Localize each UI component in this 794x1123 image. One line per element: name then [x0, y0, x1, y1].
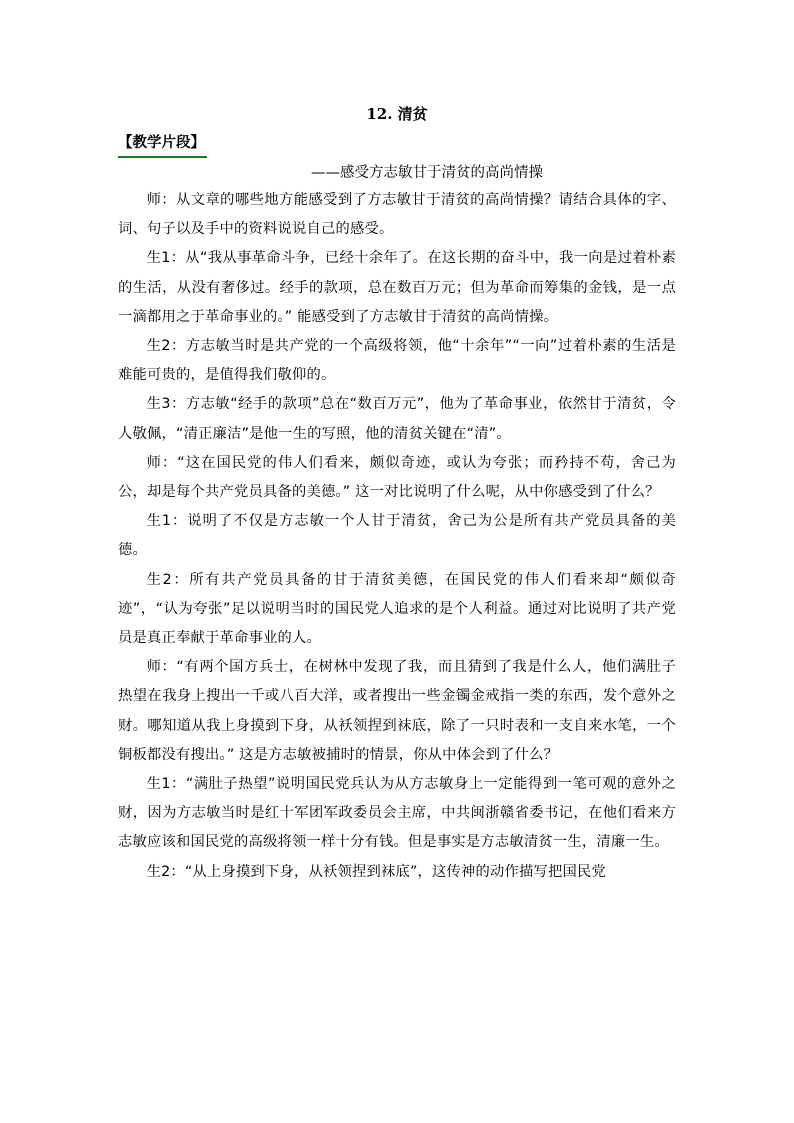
paragraph-7: 生2：所有共产党员具备的甘于清贫美德，在国民党的伟人们看来却“颇似奇迹”，“认为夸张”足以说明当时的国民党人追求的是个人利益。通过对比说明了共产党员是真正奉献于革命事业的人。 [118, 571, 676, 647]
section-label-wrap [118, 128, 676, 158]
paragraph-1: 师：从文章的哪些地方能感受到了方志敏甘于清贫的高尚情操？请结合具体的字、词、句子以及手中的资料说说自己的感受。 [118, 192, 676, 238]
section-label: 【教学片段】 [118, 130, 207, 158]
paragraph-6: 生1：说明了不仅是方志敏一个人甘于清贫，舍己为公是所有共产党员具备的美德。 [118, 513, 676, 559]
document-subtitle: ——感受方志敏甘于清贫的高尚情操 [311, 165, 543, 181]
paragraph-5: 师：“这在国民党的伟人们看来，颇似奇迹，或认为夸张；而矜持不苟，舍己为公，却是每个共产党员具备的美德。” 这一对比说明了什么呢，从中你感受到了什么？ [118, 454, 676, 501]
paragraph-2: 生1：从“我从事革命斗争，已经十余年了。在这长期的奋斗中，我一向是过着朴素的生活，从没有奢侈过。经手的款项，总在数百万元；但为革命而筹集的金钱，是一点一滴都用之于革命事业的。” 能感受到了方志敏甘于清贫的高尚情操。 [118, 250, 676, 325]
paragraph-3: 生2：方志敏当时是共产党的一个高级将领，他“十余年”“一向”过着朴素的生活是难能可贵的，是值得我们敬仰的。 [118, 338, 676, 384]
paragraph-9: 生1：“满肚子热望”说明国民党兵认为从方志敏身上一定能得到一笔可观的意外之财，因为方志敏当时是红十军团军政委员会主席，中共闽浙赣省委书记，在他们看来方志敏应该和国民党的高级将领一样十分有钱。但是事实是方志敏清贫一生，清廉一生。 [118, 776, 676, 851]
paragraph-8: 师：“有两个国方兵士，在树林中发现了我，而且猜到了我是什么人，他们满肚子热望在我身上搜出一千或八百大洋，或者搜出一些金镯金戒指一类的东西，发个意外之财。哪知道从我上身摸到下身，从袄领捏到袜底，除了一只时表和一支自来水笔，一个铜板都没有搜出。” 这是方志敏被捕时的情景，你从中体会到了什么？ [118, 659, 676, 763]
document-title: 12. 清贫 [366, 105, 428, 123]
paragraph-10: 生2：“从上身摸到下身，从袄领捏到袜底”，这传神的动作描写把国民党 [146, 863, 607, 880]
document-page [118, 100, 676, 887]
paragraph-4: 生3：方志敏“经手的款项”总在“数百万元”，他为了革命事业，依然甘于清贫，令人敬佩，“清正廉洁”是他一生的写照，他的清贫关键在“清”。 [118, 396, 676, 442]
